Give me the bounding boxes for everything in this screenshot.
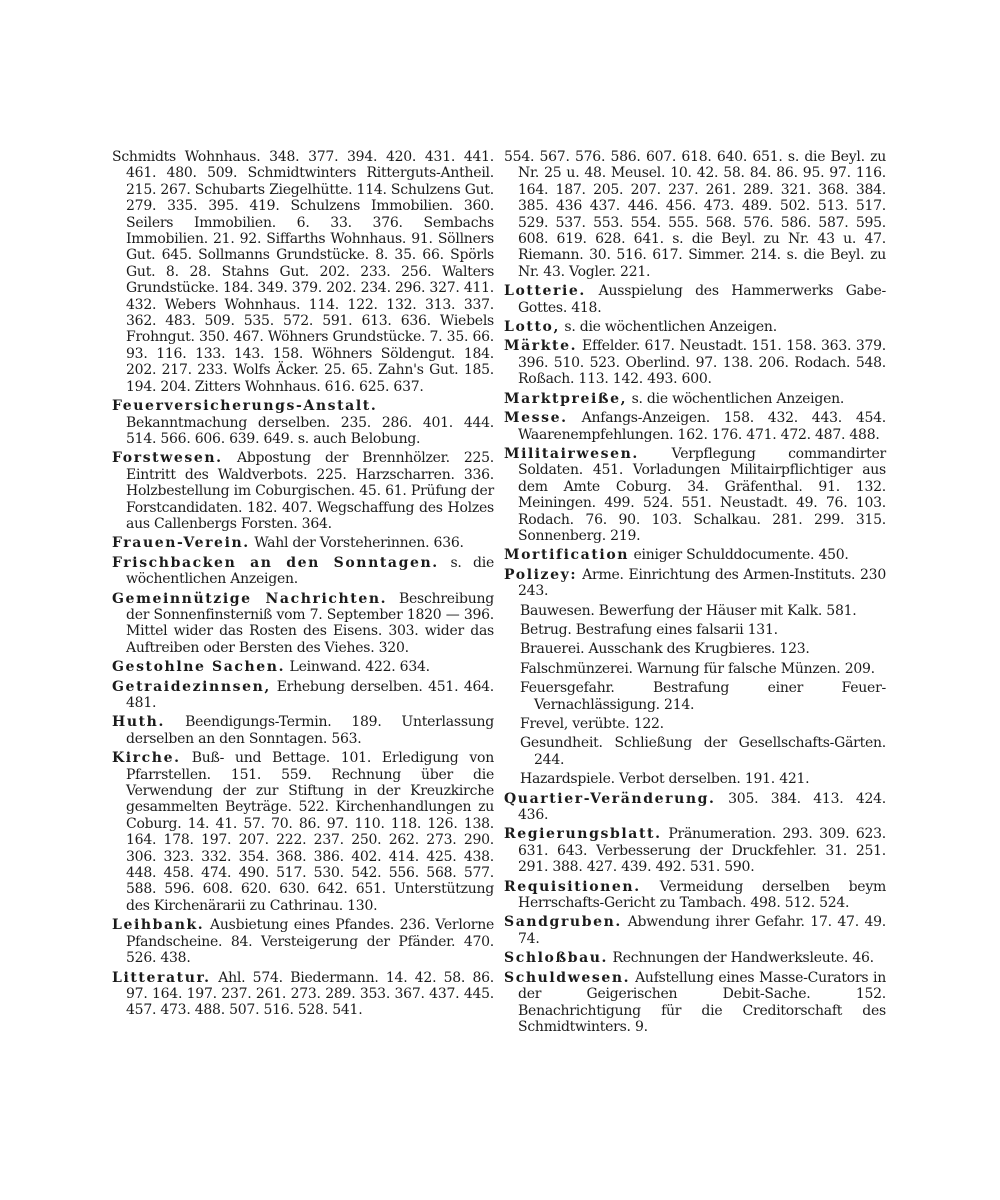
entry-heading: Sandgruben. [504, 914, 622, 931]
entry-heading: Huth. [112, 714, 165, 731]
index-entry [504, 791, 886, 824]
entry-heading: Regierungsblatt. [504, 826, 662, 843]
entry-heading: Märkte. [504, 338, 578, 355]
entry-text: Anfangs-Anzeigen. 158. 432. 443. 454. Waarenempfehlungen. 162. 176. 471. 472. 487. 488. [518, 410, 886, 443]
entry-heading: Mortification [504, 547, 630, 564]
index-entry [504, 661, 886, 677]
index-entry [504, 338, 886, 387]
entry-heading: Frischbacken an den Sonntagen. [112, 554, 439, 571]
entry-text: 554. 567. 576. 586. 607. 618. 640. 651. s. die Beyl. zu Nr. 25 u. 48. Meusel. 10. 42. 58. 84. 86. 95. 97. 116. 164. 187. 205. 207. 237. 261. 289. 321. 368. 384. 385. 436 437. 446. 456. 473. 489. 502. 513. 517. 529. 537. 553. 554. 555. 568. 576. 586. 587. 595. 608. 619. 628. 641. s. die Beyl. zu Nr. 43 u. 47. Riemann. 30. 516. 617. Simmer. 214. s. die Beyl. zu Nr. 43. Vogler. 221. [504, 149, 886, 280]
entry-text: Abwendung ihrer Gefahr. 17. 47. 49. 74. [518, 914, 886, 947]
entry-heading: Litteratur. [112, 969, 211, 986]
entry-text: Abpostung der Brennhölzer. 225. Eintritt des Waldverbots. 225. Harzscharren. 336. Holzbestellung im Coburgischen. 45. 61. Prüfung der Forstcandidaten. 182. 407. Wegschaffung des Holzes aus Callenbergs Forsten. 364. [126, 450, 494, 532]
index-entry [504, 567, 886, 600]
entry-text: Schmidts Wohnhaus. 348. 377. 394. 420. 431. 441. 461. 480. 509. Schmidtwinters Ritterguts-Antheil. 215. 267. Schubarts Ziegelhütte. 114. Schulzens Gut. 279. 335. 395. 419. Schulzens Immobilien. 360. Seilers Immobilien. 6. 33. 376. Sembachs Immobilien. 21. 92. Siffarths Wohnhaus. 91. Söllners Gut. 645. Sollmanns Grundstücke. 8. 35. 66. Spörls Gut. 8. 28. Stahns Gut. 202. 233. 256. Walters Grundstücke. 184. 349. 379. 202. 234. 296. 327. 411. 432. Webers Wohnhaus. 114. 122. 132. 313. 337. 362. 483. 509. 535. 572. 591. 613. 636. Wiebels Frohngut. 350. 467. Wöhners Grundstücke. 7. 35. 66. 93. 116. 133. 143. 158. Wöhners Söldengut. 184. 202. 217. 233. Wolfs Äcker. 25. 65. Zahn's Gut. 185. 194. 204. Zitters Wohnhaus. 616. 625. 637. [112, 149, 494, 395]
entry-text: Beendigungs-Termin. 189. Unterlassung derselben an den Sonntagen. 563. [126, 714, 494, 747]
index-entry [504, 826, 886, 875]
entry-text: Pränumeration. 293. 309. 623. 631. 643. Verbesserung der Druckfehler. 31. 251. 291. 388. 427. 439. 492. 531. 590. [518, 826, 886, 876]
index-entry [504, 319, 886, 335]
entry-text: s. die wöchentlichen Anzeigen. [126, 554, 494, 588]
entry-heading: Feuerversicherungs-Anstalt. [112, 398, 378, 415]
index-entry [504, 410, 886, 443]
entry-text: Ausbietung eines Pfandes. 236. Verlorne Pfandscheine. 84. Versteigerung der Pfänder. 470. 526. 438. [126, 917, 495, 967]
entry-text: Aufstellung eines Masse-Curators in der Geigerischen Debit-Sache. 152. Benachrichtigung für die Creditorschaft des Schmidtwinters. 9. [518, 969, 887, 1035]
entry-heading: Marktpreiße, [504, 390, 628, 407]
entry-heading: Getraidezinnsen, [112, 678, 271, 695]
index-entry [112, 714, 494, 747]
index-entry [112, 750, 494, 914]
entry-text: Leinwand. 422. 634. [289, 659, 430, 676]
index-entry [504, 716, 886, 732]
index-entry [112, 917, 494, 966]
entry-text: Buß- und Bettage. 101. Erledigung von Pfarrstellen. 151. 559. Rechnung über die Verwendung der zur Stiftung in der Kreuzkirche gesammelten Beyträge. 522. Kirchenhandlungen zu Coburg. 14. 41. 57. 70. 86. 97. 110. 118. 126. 138. 164. 178. 197. 207. 222. 237. 250. 262. 273. 290. 306. 323. 332. 354. 368. 386. 402. 414. 425. 438. 448. 458. 474. 490. 517. 530. 542. 556. 568. 577. 588. 596. 608. 620. 630. 642. 651. Unterstützung des Kirchenärarii zu Cathrinau. 130. [126, 750, 494, 914]
entry-text: Ahl. 574. Biedermann. 14. 42. 58. 86. 97. 164. 197. 237. 261. 273. 289. 353. 367. 437. 445. 457. 473. 488. 507. 516. 528. 541. [126, 969, 494, 1019]
index-entry [112, 450, 494, 532]
entry-heading: Requisitionen. [504, 878, 641, 895]
index-entry [504, 622, 886, 638]
entry-heading: Messe. [504, 410, 568, 427]
entry-text: Wahl der Vorsteherinnen. 636. [254, 535, 464, 552]
entry-text: Falschmünzerei. Warnung für falsche Münzen. 209. [520, 660, 875, 677]
index-entry [504, 641, 886, 657]
index-entry [112, 555, 494, 588]
entry-text: Verpflegung commandirter Soldaten. 451. Vorladungen Militairpflichtiger aus dem Amte Coburg. 34. Gräfenthal. 91. 132. Meiningen. 499. 524. 551. Neustadt. 49. 76. 103. Rodach. 76. 90. 103. Schalkau. 281. 299. 315. Sonnenberg. 219. [518, 445, 886, 544]
entry-text: s. die wöchentlichen Anzeigen. [564, 319, 777, 336]
entry-text: Beschreibung der Sonnenfinsterniß vom 7. September 1820 — 396. Mittel wider das Rosten des Eisens. 303. wider das Auftreiben oder Bersten des Viehes. 320. [126, 590, 494, 656]
entry-text: Ausspielung des Hammerwerks Gabe-Gottes. 418. [518, 283, 886, 316]
entry-text: Bauwesen. Bewerfung der Häuser mit Kalk. 581. [520, 602, 857, 619]
index-entry [504, 914, 886, 947]
index-entry [504, 603, 886, 619]
entry-text: 305. 384. 413. 424. 436. [518, 790, 886, 824]
entry-text: Feuersgefahr. Bestrafung einer Feuer-Vernachlässigung. 214. [520, 680, 886, 713]
index-entry [112, 679, 494, 712]
index-entry [504, 970, 886, 1036]
index-entry [112, 591, 494, 657]
index-entry [112, 149, 494, 395]
entry-text: Hazardspiele. Verbot derselben. 191. 421. [520, 771, 810, 788]
right-column [504, 149, 887, 1038]
entry-heading: Kirche. [112, 750, 181, 767]
index-entry [504, 446, 886, 544]
index-entry [504, 771, 886, 787]
entry-text: Vermeidung derselben beym Herrschafts-Gericht zu Tambach. 498. 512. 524. [518, 878, 887, 912]
entry-text: s. die wöchentlichen Anzeigen. [631, 390, 845, 407]
entry-text: Erhebung derselben. 451. 464. 481. [126, 678, 495, 711]
entry-heading: Militairwesen. [504, 445, 639, 462]
entry-text: Betrug. Bestrafung eines falsarii 131. [520, 621, 778, 638]
entry-heading: Forstwesen. [112, 450, 223, 467]
entry-text: Brauerei. Ausschank des Krugbieres. 123. [520, 641, 810, 658]
entry-heading: Gemeinnützige Nachrichten. [112, 590, 388, 607]
entry-text: Bekanntmachung derselben. 235. 286. 401. 444. 514. 566. 606. 639. 649. s. auch Belobung. [126, 414, 494, 447]
entry-text: Arme. Einrichtung des Armen-Instituts. 230 243. [518, 566, 886, 600]
entry-heading: Lotterie. [504, 283, 586, 300]
index-entry [112, 659, 494, 675]
index-entry [504, 680, 886, 713]
entry-text: Effelder. 617. Neustadt. 151. 158. 363. 379. 396. 510. 523. Oberlind. 97. 138. 206. Rodach. 548. Roßach. 113. 142. 493. 600. [518, 338, 886, 388]
index-entry [504, 547, 886, 563]
entry-heading: Polizey: [504, 566, 578, 583]
entry-heading: Schloßbau. [504, 950, 609, 967]
entry-text: Gesundheit. Schließung der Gesellschafts-Gärten. 244. [520, 735, 886, 768]
index-entry [504, 735, 886, 768]
index-entry [112, 535, 494, 551]
entry-text: Frevel, verübte. 122. [520, 716, 664, 732]
entry-heading: Gestohlne Sachen. [112, 659, 286, 676]
index-entry [504, 283, 886, 316]
left-column [112, 149, 495, 1022]
index-entry [112, 970, 494, 1019]
index-entry [112, 398, 494, 447]
index-entry [504, 391, 886, 407]
entry-heading: Leihbank. [112, 917, 205, 934]
entry-text: Rechnungen der Handwerksleute. 46. [612, 950, 874, 967]
index-entry [504, 950, 886, 966]
index-entry [504, 149, 886, 280]
entry-heading: Schuldwesen. [504, 969, 631, 986]
entry-heading: Quartier-Veränderung. [504, 790, 716, 807]
entry-heading: Frauen-Verein. [112, 535, 250, 552]
entry-text: einiger Schulddocumente. 450. [633, 547, 849, 564]
entry-heading: Lotto, [504, 319, 560, 336]
index-entry [504, 879, 886, 912]
